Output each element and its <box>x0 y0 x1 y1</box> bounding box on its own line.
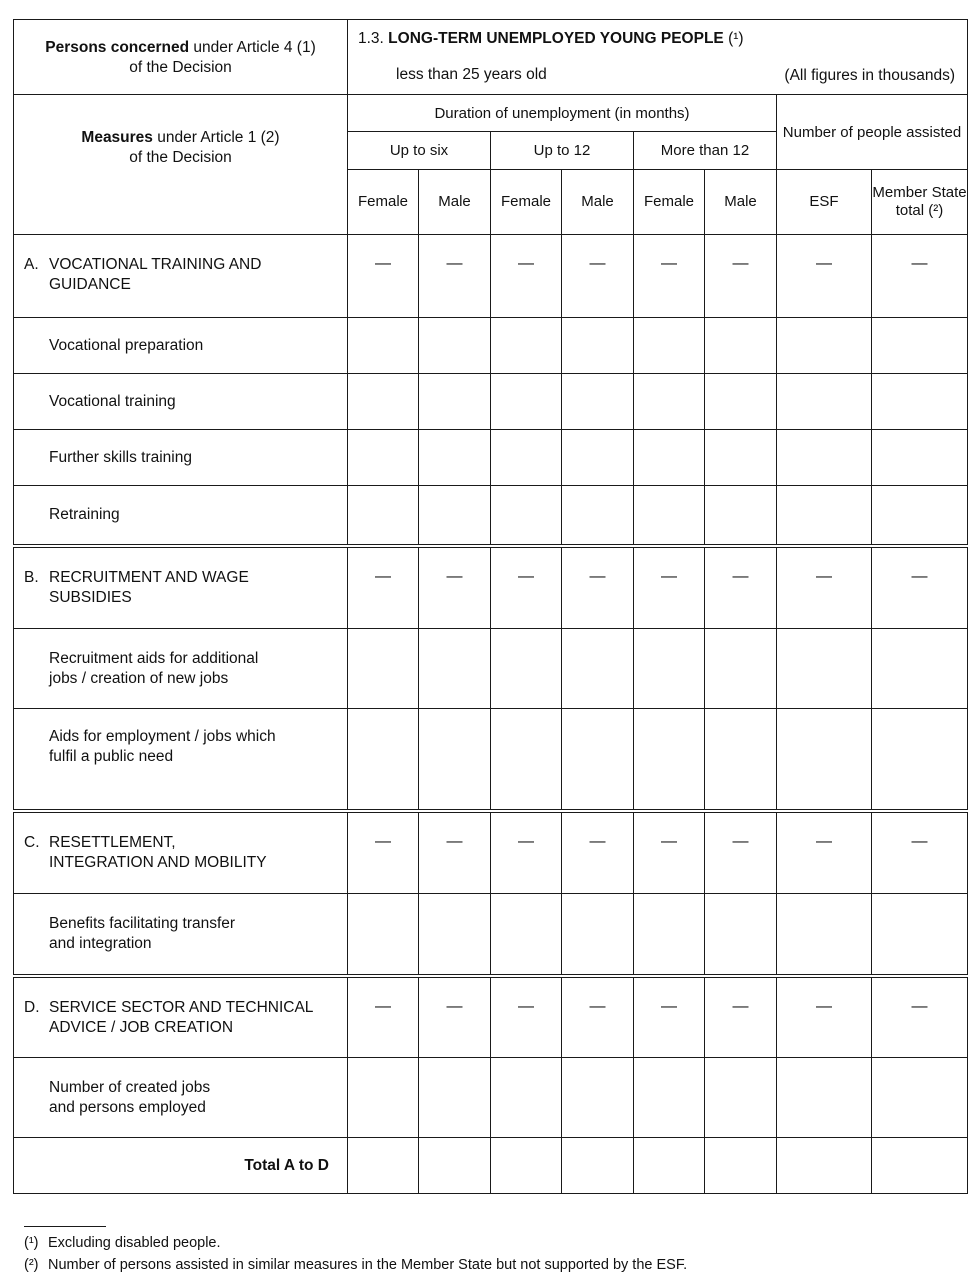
category-title-line2: GUIDANCE <box>49 276 131 293</box>
item-label <box>14 430 348 486</box>
empty-dash: — <box>375 832 391 850</box>
empty-dash: — <box>446 832 463 850</box>
number-assisted-header: Number of people assisted <box>777 95 968 170</box>
empty-dash: — <box>446 997 463 1015</box>
item-text: Retraining <box>49 505 120 523</box>
measures-bold: Measures <box>81 129 153 146</box>
sub-header: Male <box>419 170 491 235</box>
total-row <box>14 1138 968 1194</box>
category-letter: B. <box>24 568 39 586</box>
empty-dash: — <box>518 997 534 1015</box>
group-header: Up to 12 <box>491 132 634 170</box>
sub-header: Female <box>634 170 705 235</box>
item-text-line1: Aids for employment / jobs which <box>49 728 276 745</box>
group-header: More than 12 <box>634 132 777 170</box>
empty-dash: — <box>911 832 928 850</box>
measures-header <box>14 95 348 235</box>
category-row <box>14 546 968 629</box>
category-label <box>14 811 348 894</box>
category-letter: A. <box>24 256 39 273</box>
empty-dash: — <box>911 255 928 272</box>
empty-dash: — <box>589 832 606 850</box>
section-title: LONG-TERM UNEMPLOYED YOUNG PEOPLE <box>388 30 724 47</box>
category-row <box>14 976 968 1058</box>
empty-dash: — <box>732 255 749 272</box>
item-text-line1: Recruitment aids for additional <box>49 649 259 667</box>
item-text-line1: Benefits facilitating transfer <box>49 914 236 932</box>
empty-dash: — <box>518 567 534 585</box>
category-title-line2: INTEGRATION AND MOBILITY <box>49 853 267 871</box>
category-title-line1: VOCATIONAL TRAINING AND <box>49 256 262 273</box>
item-row <box>14 318 968 374</box>
empty-dash: — <box>816 255 832 272</box>
category-title-line1: RESETTLEMENT, <box>49 833 176 851</box>
item-label <box>14 318 348 374</box>
empty-dash: — <box>911 567 928 585</box>
item-label <box>14 894 348 976</box>
item-text: Vocational training <box>49 392 176 410</box>
footnote-rule <box>24 1226 106 1227</box>
item-label <box>14 709 348 811</box>
category-row <box>14 235 968 318</box>
item-label <box>14 486 348 546</box>
empty-dash: — <box>518 255 534 272</box>
item-text-line2: and persons employed <box>49 1098 206 1116</box>
empty-dash: — <box>446 255 463 272</box>
empty-dash: — <box>589 567 606 585</box>
item-text-line1: Number of created jobs <box>49 1078 211 1096</box>
empty-dash: — <box>375 255 391 272</box>
sub-header: Member State total (²) <box>872 170 968 235</box>
category-letter: D. <box>24 998 40 1016</box>
sub-header: ESF <box>777 170 872 235</box>
empty-dash: — <box>375 997 391 1015</box>
item-label <box>14 629 348 709</box>
sub-header: Female <box>348 170 419 235</box>
empty-dash: — <box>661 567 677 585</box>
empty-dash: — <box>816 997 832 1015</box>
item-row <box>14 709 968 811</box>
empty-dash: — <box>732 997 749 1015</box>
empty-dash: — <box>661 997 677 1015</box>
section-number: 1.3. <box>358 30 384 47</box>
empty-dash: — <box>816 832 832 850</box>
sub-header: Male <box>705 170 777 235</box>
item-text-line2: fulfil a public need <box>49 748 174 765</box>
item-label <box>14 374 348 430</box>
footnotes <box>24 1232 687 1276</box>
item-row <box>14 374 968 430</box>
section-header <box>348 20 968 95</box>
empty-dash: — <box>518 832 534 850</box>
persons-concerned-bold: Persons concerned <box>45 39 190 56</box>
item-text-line2: jobs / creation of new jobs <box>49 669 229 687</box>
empty-dash: — <box>732 832 749 850</box>
empty-dash: — <box>661 255 677 272</box>
footnote <box>24 1232 687 1254</box>
item-row <box>14 629 968 709</box>
sub-header: Female <box>491 170 562 235</box>
footnote-mark: (¹) <box>24 1235 39 1251</box>
duration-header: Duration of unemployment (in months) <box>348 95 777 132</box>
item-row <box>14 1058 968 1138</box>
category-title-line1: RECRUITMENT AND WAGE <box>49 568 249 586</box>
section-footnote-mark: (¹) <box>728 30 744 47</box>
empty-dash: — <box>589 997 606 1015</box>
category-title-line2: ADVICE / JOB CREATION <box>49 1018 234 1036</box>
empty-dash: — <box>732 567 749 585</box>
empty-dash: — <box>375 567 391 585</box>
category-label <box>14 546 348 629</box>
total-label: Total A to D <box>14 1138 348 1194</box>
footnote-text: Number of persons assisted in similar measures in the Member State but not supported by the ESF. <box>48 1257 688 1273</box>
measures-rest: under Article 1 (2) <box>157 129 280 146</box>
category-label <box>14 976 348 1058</box>
category-letter: C. <box>24 833 40 851</box>
age-note: less than 25 years old <box>396 66 547 83</box>
units-note: (All figures in thousands) <box>784 67 955 84</box>
footnote-text: Excluding disabled people. <box>48 1235 221 1251</box>
empty-dash: — <box>661 832 677 850</box>
item-text-line2: and integration <box>49 934 152 952</box>
group-header: Up to six <box>348 132 491 170</box>
category-label <box>14 235 348 318</box>
category-row <box>14 811 968 894</box>
item-row <box>14 486 968 546</box>
category-title-line1: SERVICE SECTOR AND TECHNICAL <box>49 998 314 1016</box>
item-row <box>14 894 968 976</box>
item-text: Vocational preparation <box>49 336 204 354</box>
persons-concerned-header <box>14 20 348 95</box>
empty-dash: — <box>589 255 606 272</box>
persons-concerned-line2: of the Decision <box>129 59 232 76</box>
footnote-mark: (²) <box>24 1257 39 1273</box>
item-label <box>14 1058 348 1138</box>
empty-dash: — <box>911 997 928 1015</box>
sub-header: Male <box>562 170 634 235</box>
empty-dash: — <box>446 567 463 585</box>
persons-concerned-rest: under Article 4 (1) <box>193 39 316 56</box>
footnote <box>24 1254 687 1276</box>
empty-dash: — <box>816 567 832 585</box>
item-row <box>14 430 968 486</box>
assistance-table <box>13 19 968 1194</box>
item-text: Further skills training <box>49 448 192 466</box>
measures-line2: of the Decision <box>129 149 232 166</box>
category-title-line2: SUBSIDIES <box>49 588 132 606</box>
